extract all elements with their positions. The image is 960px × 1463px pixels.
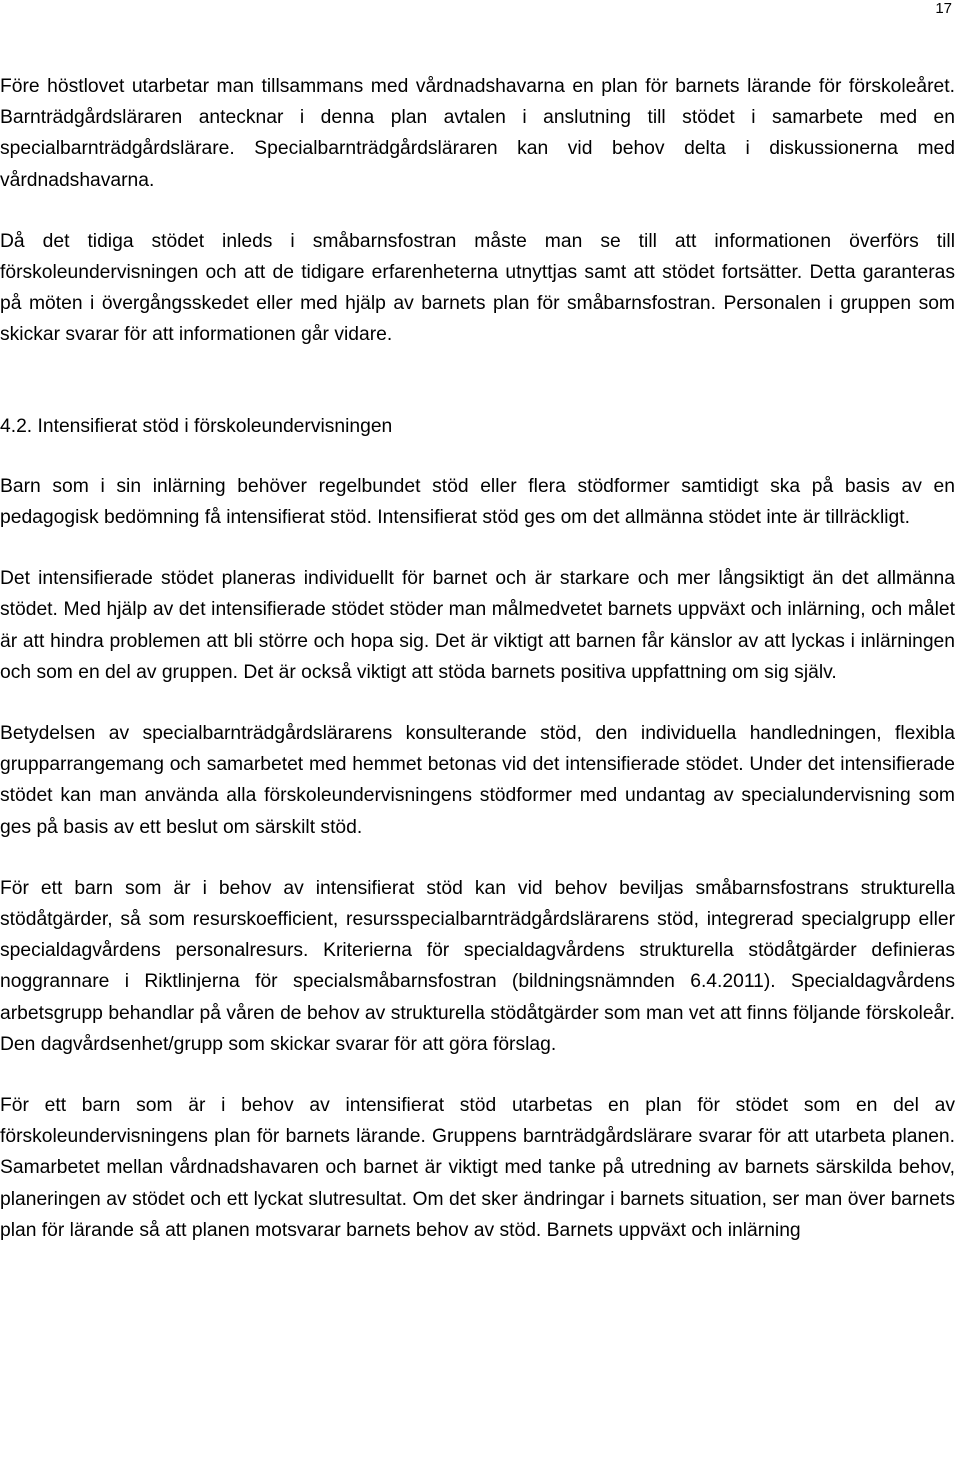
paragraph: Barn som i sin inlärning behöver regelbundet stöd eller flera stödformer samtidigt ska på basis av en pedagogisk bedömning få intensifierat stöd. Intensifierat stöd ges om det allmänna stödet inte är tillräckligt.: [0, 475, 955, 529]
paragraph: Det intensifierade stödet planeras individuellt för barnet och är starkare och mer långsiktigt än det allmänna stödet. Med hjälp av det intensifierade stödet stöder man målmedvetet barnets uppväxt och inlärning, och målet är att hindra problemen att bli större och hopa sig. Det är viktigt att barnen får känslor av att lyckas i inlärningen och som en del av gruppen. Det är också viktigt att stöda barnets positiva uppfattning om sig själv.: [0, 568, 955, 683]
paragraph-gap: [0, 1060, 955, 1090]
paragraph: För ett barn som är i behov av intensifierat stöd utarbetas en plan för stödet som en del av förskoleundervisningens plan för barnets lärande. Gruppens barnträdgårdslärare svarar för att utarbeta planen. Samarbetet mellan vårdnadshavaren och barnet är viktigt med tanke på utredning av barnets särskilda behov, planeringen av stödet och ett lyckat slutresultat. Om det sker ändringar i barnets situation, ser man över barnets plan för lärande så att planen motsvarar barnets behov av stöd. Barnets uppväxt och inlärning: [0, 1095, 955, 1241]
paragraph: Då det tidiga stödet inleds i småbarnsfostran måste man se till att informationen överförs till förskoleundervisningen och att de tidigare erfarenheterna utnyttjas samt att stödet fortsätter. Detta garanteras på möten i övergångsskedet eller med hjälp av barnets plan för småbarnsfostran. Personalen i gruppen som skickar svarar för att informationen går vidare.: [0, 230, 955, 346]
document-body: [0, 71, 955, 1246]
paragraph-gap: [0, 688, 955, 718]
section-heading: 4.2. Intensifierat stöd i förskoleundervisningen: [0, 415, 393, 437]
heading-gap: [0, 442, 955, 471]
paragraph: Före höstlovet utarbetar man tillsammans med vårdnadshavarna en plan för barnets lärande för förskoleåret. Barnträdgårdsläraren antecknar i denna plan avtalen i anslutning till stödet i samarbete med en specialbarnträdgårdslärare. Specialbarnträdgårdsläraren kan vid behov delta i diskussionerna med vårdnadshavarna.: [0, 76, 955, 191]
paragraph: Betydelsen av specialbarnträdgårdslärarens konsulterande stöd, den individuella handledningen, flexibla grupparrangemang och samarbetet med hemmet betonas vid det intensifierade stödet. Under det intensifierade stödet kan man använda alla förskoleundervisningens stödformer med undantag av specialundervisning som ges på basis av ett beslut om särskilt stöd.: [0, 723, 955, 838]
section-gap: [0, 351, 955, 411]
paragraph: För ett barn som är i behov av intensifierat stöd kan vid behov beviljas småbarnsfostrans strukturella stödåtgärder, så som resurskoefficient, resursspecialbarnträdgårdslärarens stöd, integrerad specialgrupp eller specialdagvårdens personalresurs. Kriterierna för specialdagvårdens strukturella stödåtgärder definieras noggrannare i Riktlinjerna för specialsmåbarnsfostran (bildningsnämnden 6.4.2011). Specialdagvårdens arbetsgrupp behandlar på våren de behov av strukturella stödåtgärder som man vet att finns följande förskoleår. Den dagvårdsenhet/grupp som skickar svarar för att göra förslag.: [0, 877, 955, 1055]
paragraph-gap: [0, 843, 955, 873]
paragraph-gap: [0, 533, 955, 563]
page-number: 17: [935, 0, 952, 17]
paragraph-gap: [0, 196, 955, 226]
